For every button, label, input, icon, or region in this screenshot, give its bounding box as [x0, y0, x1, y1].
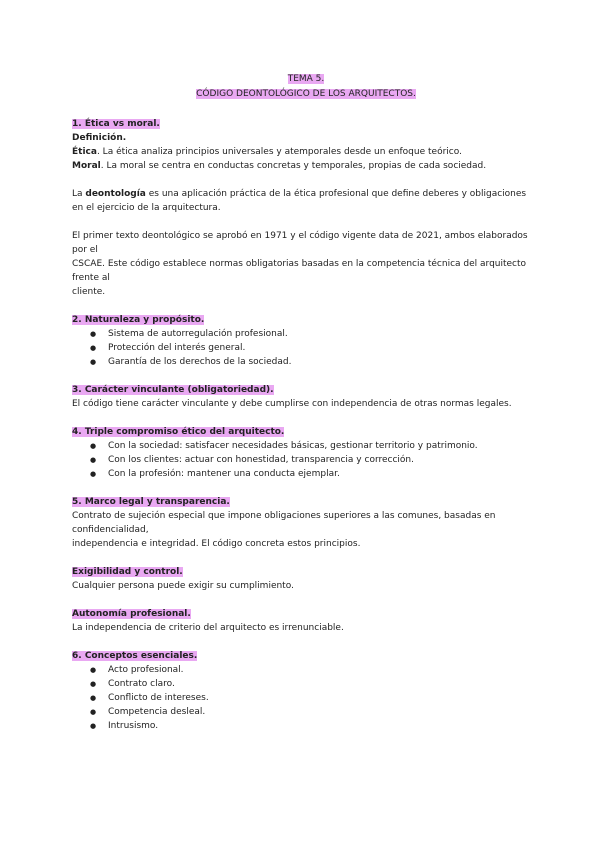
list-item: ● Competencia desleal. [90, 705, 540, 719]
deontologia-paragraph: La deontología es una aplicación práctica de la ética profesional que define deberes y obligaciones en el ejercicio de la arquitectura. [72, 189, 527, 213]
list-item: ● Con los clientes: actuar con honestidad, transparencia y corrección. [90, 453, 540, 467]
section-4-list [72, 439, 540, 481]
list-item: ● Protección del interés general. [90, 341, 540, 355]
etica-definition: Ética. La ética analiza principios universales y atemporales desde un enfoque teórico. [72, 147, 462, 157]
section-1-heading: 1. Ética vs moral. [72, 119, 160, 129]
section-2-list [72, 327, 540, 369]
section-2-heading: 2. Naturaleza y propósito. [72, 315, 205, 325]
list-item: ● Conflicto de intereses. [90, 691, 540, 705]
section-5-text: Contrato de sujeción especial que impone obligaciones superiores a las comunes, basadas en confidencialidad, independencia e integridad. El código concreta estos principios. [72, 511, 496, 549]
section-5-heading: 5. Marco legal y transparencia. [72, 497, 230, 507]
list-item: ● Garantía de los derechos de la sociedad. [90, 355, 540, 369]
list-item: ● Con la sociedad: satisfacer necesidades básicas, gestionar territorio y patrimonio. [90, 439, 540, 453]
list-item: ● Sistema de autorregulación profesional. [90, 327, 540, 341]
list-item: ● Acto profesional. [90, 663, 540, 677]
section-3-text: El código tiene carácter vinculante y debe cumplirse con independencia de otras normas legales. [72, 399, 512, 409]
doc-title-line2: CÓDIGO DEONTOLÓGICO DE LOS ARQUITECTOS. [196, 89, 416, 99]
autonomia-text: La independencia de criterio del arquitecto es irrenunciable. [72, 623, 344, 633]
section-6-list [72, 663, 540, 733]
moral-definition: Moral. La moral se centra en conductas concretas y temporales, propias de cada sociedad. [72, 161, 487, 171]
doc-title-line1: TEMA 5. [287, 74, 325, 84]
section-6-heading: 6. Conceptos esenciales. [72, 651, 198, 661]
section-1-subheading: Definición. [72, 133, 127, 143]
exigibilidad-text: Cualquier persona puede exigir su cumplimiento. [72, 581, 294, 591]
list-item: ● Intrusismo. [90, 719, 540, 733]
exigibilidad-heading: Exigibilidad y control. [72, 567, 183, 577]
list-item: ● Con la profesión: mantener una conducta ejemplar. [90, 467, 540, 481]
section-3-heading: 3. Carácter vinculante (obligatoriedad). [72, 385, 274, 395]
autonomia-heading: Autonomía profesional. [72, 609, 191, 619]
history-paragraph: El primer texto deontológico se aprobó en 1971 y el código vigente data de 2021, ambos elaborados por el CSCAE. Este código establece normas obligatorias basadas en la competencia técnica del arquitecto frente al cliente. [72, 231, 528, 297]
section-4-heading: 4. Triple compromiso ético del arquitecto. [72, 427, 285, 437]
list-item: ● Contrato claro. [90, 677, 540, 691]
